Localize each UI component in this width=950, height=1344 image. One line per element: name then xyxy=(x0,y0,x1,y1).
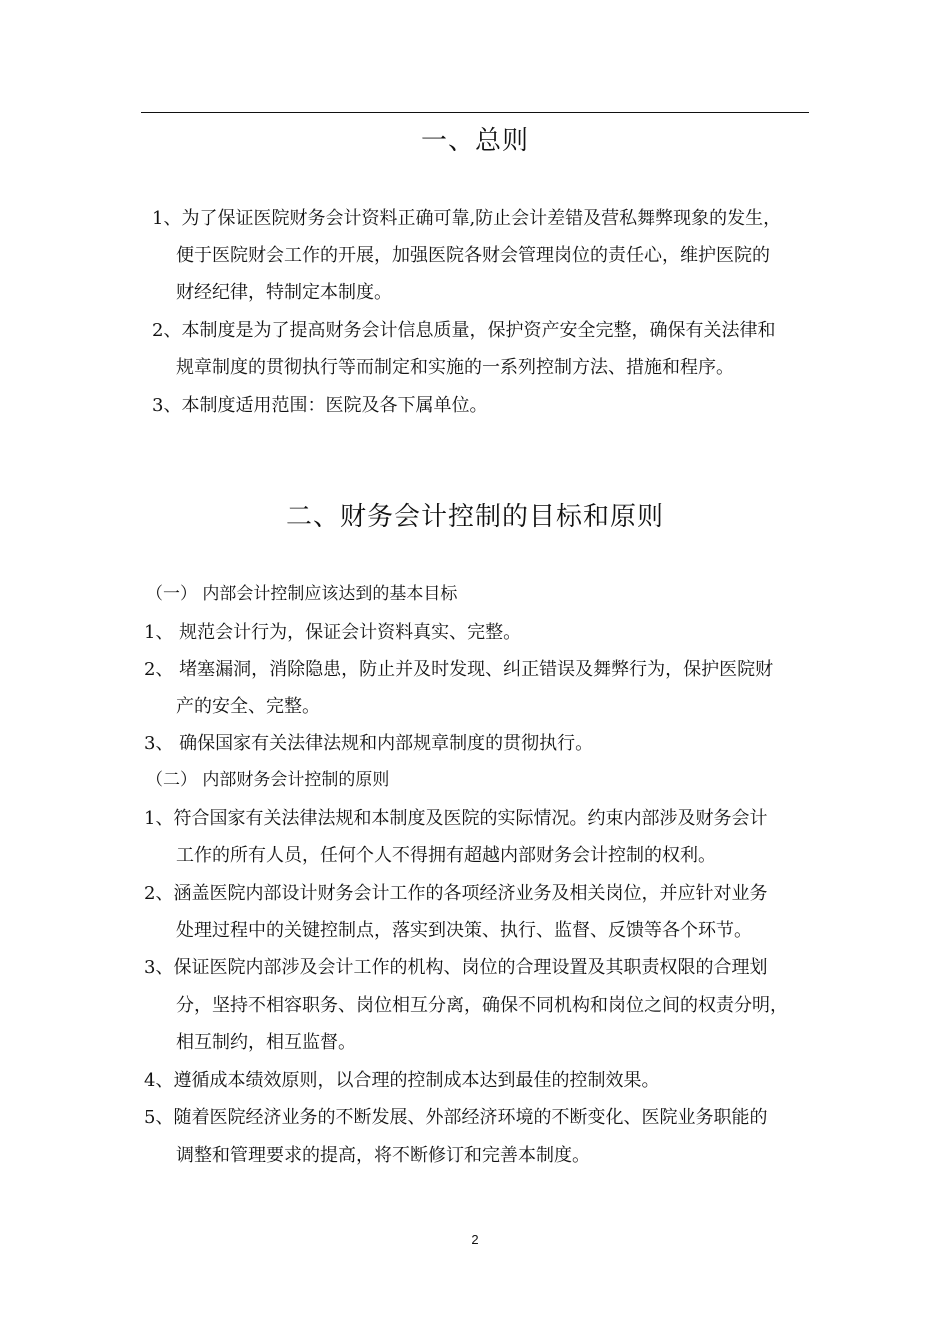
s2a-item-2-line-2: 产的安全、完整。 xyxy=(176,696,320,717)
s2b-item-2-line-1: 2、涵盖医院内部设计财务会计工作的各项经济业务及相关岗位，并应针对业务 xyxy=(144,883,768,904)
s1-item-1-line-3: 财经纪律，特制定本制度。 xyxy=(176,282,392,303)
s1-item-2-line-2: 规章制度的贯彻执行等而制定和实施的一系列控制方法、措施和程序。 xyxy=(176,357,734,378)
s2a-item-1-line-1: 1、 规范会计行为，保证会计资料真实、完整。 xyxy=(144,622,522,643)
s2a-item-2-line-1: 2、 堵塞漏洞，消除隐患，防止并及时发现、纠正错误及舞弊行为，保护医院财 xyxy=(144,659,774,680)
s1-item-1-line-1: 1、为了保证医院财务会计资料正确可靠,防止会计差错及营私舞弊现象的发生， xyxy=(152,208,782,229)
s1-item-1-line-2: 便于医院财会工作的开展，加强医院各财会管理岗位的责任心，维护医院的 xyxy=(176,245,770,266)
subsection-title-principles: （二） 内部财务会计控制的原则 xyxy=(146,770,390,790)
s2b-item-3-line-3: 相互制约，相互监督。 xyxy=(176,1032,356,1053)
s1-item-2-line-1: 2、本制度是为了提高财务会计信息质量，保护资产安全完整，确保有关法律和 xyxy=(152,320,776,341)
s2b-item-3-line-1: 3、保证医院内部涉及会计工作的机构、岗位的合理设置及其职责权限的合理划 xyxy=(144,957,768,978)
section-heading-objectives: 二、财务会计控制的目标和原则 xyxy=(285,502,664,532)
subsection-title-objectives: （一） 内部会计控制应该达到的基本目标 xyxy=(146,584,458,604)
s2b-item-1-line-1: 1、符合国家有关法律法规和本制度及医院的实际情况。约束内部涉及财务会计 xyxy=(144,808,768,829)
section-heading-general: 一、总则 xyxy=(420,126,529,156)
s2b-item-5-line-1: 5、随着医院经济业务的不断发展、外部经济环境的不断变化、医院业务职能的 xyxy=(144,1107,768,1128)
s2b-item-5-line-2: 调整和管理要求的提高，将不断修订和完善本制度。 xyxy=(176,1145,590,1166)
s1-item-3-line-1: 3、本制度适用范围：医院及各下属单位。 xyxy=(152,395,488,416)
s2b-item-3-line-2: 分，坚持不相容职务、岗位相互分离，确保不同机构和岗位之间的权责分明， xyxy=(176,995,788,1016)
s2a-item-3-line-1: 3、 确保国家有关法律法规和内部规章制度的贯彻执行。 xyxy=(144,733,594,754)
s2b-item-2-line-2: 处理过程中的关键控制点，落实到决策、执行、监督、反馈等各个环节。 xyxy=(176,920,752,941)
s2b-item-4-line-1: 4、遵循成本绩效原则，以合理的控制成本达到最佳的控制效果。 xyxy=(144,1070,660,1091)
page-number: 2 xyxy=(471,1232,479,1247)
s2b-item-1-line-2: 工作的所有人员，任何个人不得拥有超越内部财务会计控制的权利。 xyxy=(176,845,716,866)
header-rule xyxy=(141,112,809,113)
